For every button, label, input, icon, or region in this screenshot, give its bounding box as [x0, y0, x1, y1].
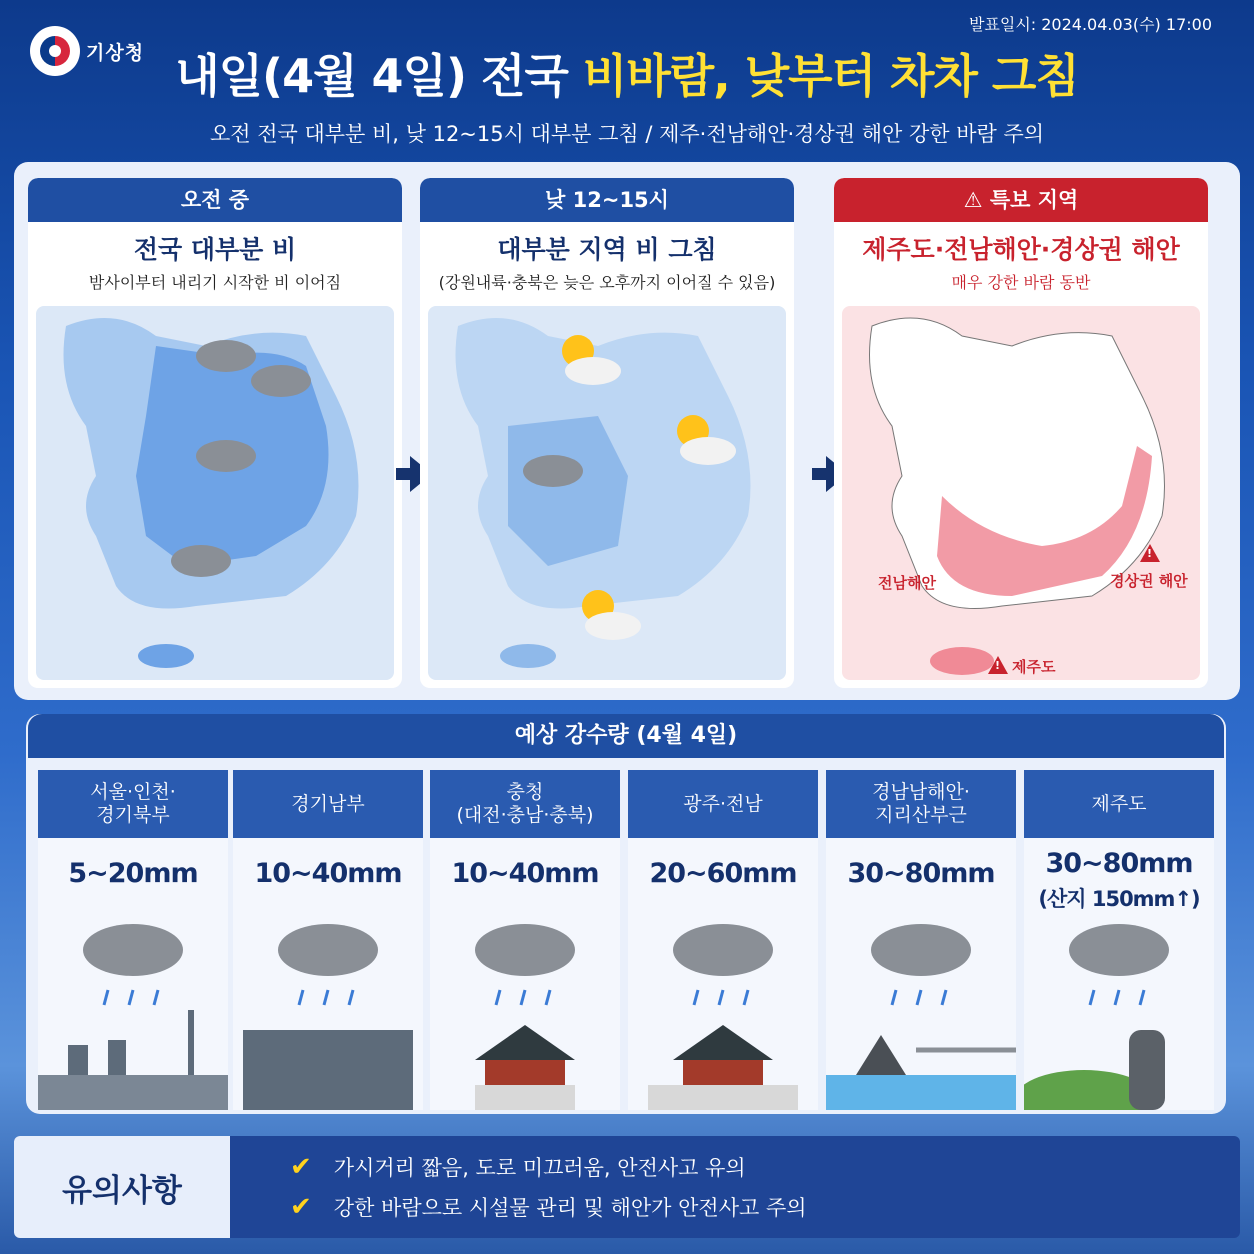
region-name: 제주도 — [1024, 770, 1214, 838]
card-morning-sub — [28, 222, 402, 302]
card-noon — [420, 178, 794, 688]
warning-icon — [1140, 544, 1160, 562]
page-title — [0, 40, 1254, 106]
card-warning-small: 매우 강한 바람 동반 — [951, 273, 1091, 292]
label-jeju: 제주도 — [1012, 658, 1056, 676]
notice-label: 유의사항 — [14, 1136, 230, 1238]
precip-col-gyeongnam — [826, 770, 1016, 1110]
region-amount: 10~40mm — [451, 858, 599, 889]
card-noon-head: 낮 12~15시 — [420, 178, 794, 222]
card-warning-big: 제주도·전남해안·경상권 해안 — [862, 235, 1180, 264]
rain-cloud-icon — [523, 455, 583, 487]
warning-map — [842, 306, 1200, 680]
card-noon-big: 대부분 지역 비 그침 — [497, 235, 717, 264]
label-gyeongsang: 경상권 해안 — [1110, 572, 1188, 590]
precip-title: 예상 강수량 (4월 4일) — [28, 714, 1224, 758]
card-morning-big: 전국 대부분 비 — [133, 235, 297, 264]
notice-footer — [14, 1136, 1240, 1238]
region-amount-mountain: (산지 150mm↑) — [1038, 887, 1200, 911]
check-icon: ✔ — [290, 1192, 312, 1222]
card-warning-title: 특보 지역 — [989, 188, 1079, 212]
korea-rain-map — [36, 306, 394, 680]
region-name: 광주·전남 — [628, 770, 818, 838]
issued-time: 발표일시: 2024.04.03(수) 17:00 — [968, 15, 1212, 34]
rain-cloud-icon — [233, 910, 423, 1110]
warning-icon — [988, 656, 1008, 674]
notice-item: ✔ 강한 바람으로 시설물 관리 및 해안가 안전사고 주의 — [290, 1192, 807, 1222]
rain-cloud-icon — [430, 910, 620, 1110]
precip-col-seoul — [38, 770, 228, 1110]
korea-clearing-map — [428, 306, 786, 680]
korea-warning-map — [842, 306, 1200, 680]
precip-col-chungcheong — [430, 770, 620, 1110]
region-name: 경기남부 — [233, 770, 423, 838]
region-amount: 30~80mm — [1045, 848, 1193, 879]
region-amount: 20~60mm — [649, 858, 797, 889]
region-amount: 30~80mm — [847, 858, 995, 889]
card-noon-small: (강원내륙·충북은 늦은 오후까지 이어질 수 있음) — [438, 273, 776, 292]
check-icon: ✔ — [290, 1152, 312, 1182]
card-warning-head — [834, 178, 1208, 222]
card-warning — [834, 178, 1208, 688]
precip-col-gyeonggi — [233, 770, 423, 1110]
card-morning — [28, 178, 402, 688]
card-noon-sub — [420, 222, 794, 302]
precip-col-gwangju — [628, 770, 818, 1110]
page-subtitle: 오전 전국 대부분 비, 낮 12~15시 대부분 그침 / 제주·전남해안·경상권 해안 강한 바람 주의 — [209, 122, 1045, 146]
region-amount: 5~20mm — [68, 858, 198, 889]
precip-col-jeju — [1024, 770, 1214, 1110]
rain-cloud-icon — [38, 910, 228, 1110]
card-warning-sub — [834, 222, 1208, 302]
rain-cloud-icon — [826, 910, 1016, 1110]
title-part1: 내일(4월 4일) 전국 — [175, 49, 583, 103]
warning-icon: ⚠ — [963, 188, 990, 212]
card-morning-small: 밤사이부터 내리기 시작한 비 이어짐 — [88, 273, 342, 292]
rain-cloud-icon — [628, 910, 818, 1110]
region-amount: 10~40mm — [254, 858, 402, 889]
rain-cloud-icon — [1024, 910, 1214, 1110]
notice-item: ✔ 가시거리 짧음, 도로 미끄러움, 안전사고 유의 — [290, 1152, 746, 1182]
region-name: 서울·인천· 경기북부 — [38, 770, 228, 838]
logo-text: 기상청 — [86, 41, 145, 64]
card-morning-head: 오전 중 — [28, 178, 402, 222]
region-name: 경남남해안· 지리산부근 — [826, 770, 1016, 838]
title-highlight: 비바람, 낮부터 차차 그침 — [582, 49, 1079, 103]
label-jeonnam: 전남해안 — [878, 574, 936, 592]
rain-map — [36, 306, 394, 680]
clearing-map — [428, 306, 786, 680]
region-name: 충청 (대전·충남·충북) — [430, 770, 620, 838]
